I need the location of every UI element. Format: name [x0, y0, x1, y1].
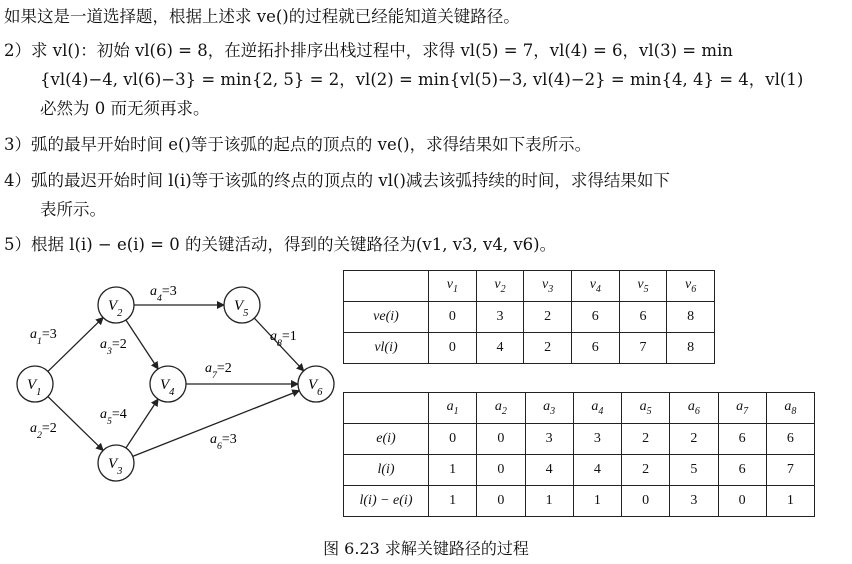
edge-v2-v4 [126, 320, 158, 369]
column-header: $v_1$ [429, 271, 477, 302]
table-cell: 6 [718, 455, 766, 486]
table-cell: 0 [429, 302, 477, 333]
table-row [344, 333, 715, 364]
vertex-label-v6: $V_6$ [308, 377, 323, 398]
text-line-4: 必然为 0 而无须再求。 [40, 99, 210, 118]
text-line-6: 4）弧的最迟开始时间 l(i)等于该弧的终点的顶点的 vl()减去该弧持续的时间，求得结果如下 [4, 171, 670, 190]
table-row [344, 271, 715, 302]
table-cell: 7 [766, 455, 814, 486]
column-header: $a_6$ [670, 393, 718, 424]
vertex-label-v1: $V_1$ [27, 377, 42, 398]
column-header: $v_4$ [571, 271, 619, 302]
vertex-time-table [343, 270, 715, 364]
column-header: $v_3$ [524, 271, 572, 302]
table-cell: 2 [670, 424, 718, 455]
table-cell: 0 [477, 486, 525, 517]
edge-label-a4: $a_4=3$ [150, 284, 177, 304]
table-row [344, 455, 815, 486]
table-cell: 2 [524, 302, 572, 333]
table-cell: 4 [476, 333, 524, 364]
table-cell: 1 [429, 486, 477, 517]
table-cell: 4 [573, 455, 621, 486]
table-corner-cell [344, 393, 429, 424]
table-row [344, 424, 815, 455]
table-cell: 0 [429, 424, 477, 455]
column-header: $a_4$ [573, 393, 621, 424]
table-cell: 6 [619, 302, 667, 333]
table-cell: 0 [429, 333, 477, 364]
column-header: $a_3$ [525, 393, 573, 424]
table-cell: 3 [525, 424, 573, 455]
edge-label-a1: $a_1=3$ [30, 327, 57, 347]
table-corner-cell [344, 271, 429, 302]
table-cell: 1 [766, 486, 814, 517]
column-header: $v_2$ [476, 271, 524, 302]
table-cell: 3 [670, 486, 718, 517]
text-line-5: 3）弧的最早开始时间 e()等于该弧的起点的顶点的 ve()，求得结果如下表所示。 [4, 135, 592, 154]
text-line-8: 5）根据 l(i) − e(i) = 0 的关键活动，得到的关键路径为(v1, v3, v4, v6)。 [4, 235, 557, 254]
row-header: l(i) [344, 455, 429, 486]
text-line-7: 表所示。 [40, 200, 106, 219]
table-cell: 0 [477, 455, 525, 486]
table-row [344, 302, 715, 333]
text-line-1: 如果这是一道选择题，根据上述求 ve()的过程就已经能知道关键路径。 [4, 7, 520, 26]
edge-label-a2: $a_2=2$ [30, 421, 57, 441]
column-header: $a_5$ [622, 393, 670, 424]
column-header: $a_2$ [477, 393, 525, 424]
edge-label-a5: $a_5=4$ [100, 407, 127, 427]
vertex-label-v5: $V_5$ [234, 298, 249, 319]
table-cell: 6 [571, 302, 619, 333]
table-cell: 1 [429, 455, 477, 486]
text-line-3: {vl(4)−4, vl(6)−3} = min{2, 5} = 2，vl(2) = min{vl(5)−3, vl(4)−2} = min{4, 4} = 4，vl(1) [40, 70, 804, 89]
row-header: e(i) [344, 424, 429, 455]
column-header: $a_1$ [429, 393, 477, 424]
table-cell: 1 [573, 486, 621, 517]
table-cell: 0 [718, 486, 766, 517]
table-cell: 8 [667, 333, 715, 364]
table-cell: 0 [622, 486, 670, 517]
table-cell: 1 [525, 486, 573, 517]
table-cell: 3 [573, 424, 621, 455]
table-cell: 6 [766, 424, 814, 455]
row-header: l(i) − e(i) [344, 486, 429, 517]
column-header: $a_8$ [766, 393, 814, 424]
row-header: vl(i) [344, 333, 429, 364]
vertex-label-v4: $V_4$ [160, 377, 175, 398]
column-header: $v_6$ [667, 271, 715, 302]
table-cell: 2 [622, 424, 670, 455]
edge-label-a7: $a_7=2$ [205, 361, 232, 381]
table-row [344, 393, 815, 424]
column-header: $v_5$ [619, 271, 667, 302]
edge-label-a6: $a_6=3$ [210, 432, 237, 452]
edge-v3-v4 [126, 399, 158, 448]
row-header: ve(i) [344, 302, 429, 333]
column-header: $a_7$ [718, 393, 766, 424]
table-cell: 3 [476, 302, 524, 333]
edge-v1-v2 [48, 318, 103, 372]
table-cell: 7 [619, 333, 667, 364]
edge-label-a3: $a_3=2$ [100, 337, 127, 357]
edge-label-a8: $a_8=1$ [270, 329, 297, 349]
vertex-label-v2: $V_2$ [108, 298, 123, 319]
arc-time-table [343, 392, 815, 517]
table-cell: 4 [525, 455, 573, 486]
table-cell: 0 [477, 424, 525, 455]
table-cell: 2 [524, 333, 572, 364]
aoe-graph [0, 268, 340, 488]
vertex-label-v3: $V_3$ [108, 456, 123, 477]
table-row [344, 486, 815, 517]
table-cell: 8 [667, 302, 715, 333]
table-cell: 5 [670, 455, 718, 486]
figure-caption: 图 6.23 求解关键路径的过程 [323, 539, 529, 558]
table-cell: 6 [571, 333, 619, 364]
text-line-2: 2）求 vl()：初始 vl(6) = 8，在逆拓扑排序出栈过程中，求得 vl(5) = 7，vl(4) = 6，vl(3) = min [4, 41, 733, 60]
table-cell: 6 [718, 424, 766, 455]
table-cell: 2 [622, 455, 670, 486]
